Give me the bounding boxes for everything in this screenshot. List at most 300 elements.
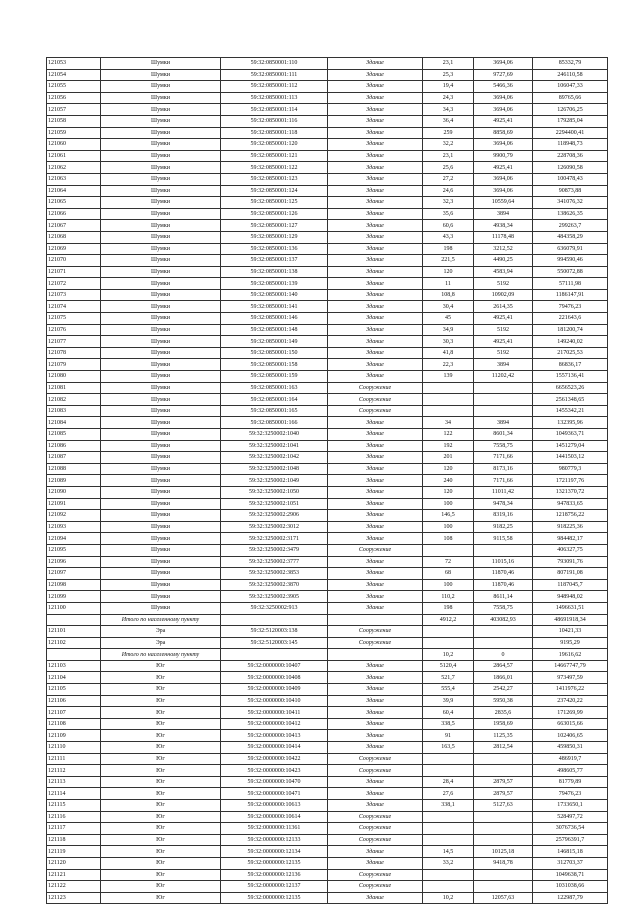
- cadastral-number-cell: 59:32:0000000:10471: [221, 788, 328, 800]
- area-cell: [423, 811, 474, 823]
- settlement-cell: Шумки: [101, 579, 221, 591]
- row-number: 121119: [47, 846, 101, 858]
- cadastral-value-cell: 14667747,79: [533, 660, 608, 672]
- settlement-cell: Шумки: [101, 197, 221, 209]
- area-cell: [423, 753, 474, 765]
- settlement-cell: Юг: [101, 695, 221, 707]
- object-type-cell: Здание: [328, 718, 423, 730]
- cadastral-value-cell: 486919,7: [533, 753, 608, 765]
- object-type-cell: Здание: [328, 684, 423, 696]
- area-cell: 43,3: [423, 231, 474, 243]
- specific-value-cell: 9478,34: [474, 498, 533, 510]
- area-cell: 122: [423, 429, 474, 441]
- object-type-cell: Здание: [328, 162, 423, 174]
- area-cell: 36,4: [423, 115, 474, 127]
- table-row: [47, 811, 608, 823]
- cadastral-value-cell: 171269,99: [533, 707, 608, 719]
- cadastral-value-cell: 918225,36: [533, 521, 608, 533]
- settlement-cell: Шумки: [101, 243, 221, 255]
- specific-value-cell: 3894: [474, 208, 533, 220]
- cadastral-value-table: [46, 57, 608, 904]
- object-type-cell: Здание: [328, 371, 423, 383]
- settlement-cell: Шумки: [101, 278, 221, 290]
- area-cell: 100: [423, 579, 474, 591]
- row-number: 121077: [47, 336, 101, 348]
- specific-value-cell: 4583,94: [474, 266, 533, 278]
- row-number: 121102: [47, 637, 101, 649]
- settlement-cell: Шумки: [101, 498, 221, 510]
- cadastral-number-cell: 59:32:0000000:10407: [221, 660, 328, 672]
- specific-value-cell: 12057,63: [474, 892, 533, 904]
- cadastral-number-cell: 59:32:0850001:113: [221, 92, 328, 104]
- object-type-cell: Здание: [328, 486, 423, 498]
- row-number: 121100: [47, 602, 101, 614]
- object-type-cell: Здание: [328, 742, 423, 754]
- row-number: 121061: [47, 150, 101, 162]
- object-type-cell: Здание: [328, 173, 423, 185]
- table-row: [47, 324, 608, 336]
- specific-value-cell: [474, 544, 533, 556]
- settlement-cell: Шумки: [101, 486, 221, 498]
- area-cell: 201: [423, 452, 474, 464]
- specific-value-cell: [474, 626, 533, 638]
- row-number: 121082: [47, 394, 101, 406]
- table-row: [47, 197, 608, 209]
- cadastral-number-cell: 59:32:0000000:12136: [221, 869, 328, 881]
- settlement-cell: Юг: [101, 742, 221, 754]
- specific-value-cell: 9727,69: [474, 69, 533, 81]
- object-type-cell: Здание: [328, 579, 423, 591]
- row-number: 121063: [47, 173, 101, 185]
- specific-value-cell: 8611,14: [474, 591, 533, 603]
- row-number: 121118: [47, 834, 101, 846]
- area-cell: 11: [423, 278, 474, 290]
- row-number: 121062: [47, 162, 101, 174]
- settlement-cell: Шумки: [101, 231, 221, 243]
- table-row: [47, 776, 608, 788]
- table-row: [47, 881, 608, 893]
- row-number: 121121: [47, 869, 101, 881]
- cadastral-value-cell: 79476,23: [533, 788, 608, 800]
- object-type-cell: Здание: [328, 440, 423, 452]
- object-type-cell: Здание: [328, 92, 423, 104]
- table-row: [47, 742, 608, 754]
- table-row: [47, 382, 608, 394]
- settlement-cell: Шумки: [101, 359, 221, 371]
- row-number: 121081: [47, 382, 101, 394]
- area-cell: [423, 382, 474, 394]
- cadastral-number-cell: 59:32:0000000:12134: [221, 846, 328, 858]
- table-row: [47, 788, 608, 800]
- row-number: 121055: [47, 81, 101, 93]
- row-number: 121056: [47, 92, 101, 104]
- cadastral-number-cell: 59:32:0850001:137: [221, 255, 328, 267]
- area-cell: 521,7: [423, 672, 474, 684]
- settlement-cell: Шумки: [101, 255, 221, 267]
- cadastral-value-cell: 948948,02: [533, 591, 608, 603]
- object-type-cell: Здание: [328, 324, 423, 336]
- cadastral-number-cell: 59:32:3250002:3479: [221, 544, 328, 556]
- cadastral-number-cell: 59:32:3250002:1041: [221, 440, 328, 452]
- cadastral-value-cell: 1411976,22: [533, 684, 608, 696]
- cadastral-value-cell: 86836,17: [533, 359, 608, 371]
- specific-value-cell: 8319,16: [474, 510, 533, 522]
- table-row: [47, 347, 608, 359]
- row-number: 121108: [47, 718, 101, 730]
- table-row: [47, 231, 608, 243]
- cadastral-value-cell: 102406,65: [533, 730, 608, 742]
- area-cell: 163,5: [423, 742, 474, 754]
- table-row: [47, 69, 608, 81]
- cadastral-value-cell: 406327,75: [533, 544, 608, 556]
- cadastral-value-cell: 132395,96: [533, 417, 608, 429]
- table-row: [47, 313, 608, 325]
- area-cell: 27,6: [423, 788, 474, 800]
- cadastral-number-cell: 59:32:0850001:111: [221, 69, 328, 81]
- object-type-cell: Здание: [328, 58, 423, 70]
- area-cell: 259: [423, 127, 474, 139]
- area-cell: 72: [423, 556, 474, 568]
- row-number: 121123: [47, 892, 101, 904]
- table-row: [47, 394, 608, 406]
- cadastral-value-cell: 1186147,91: [533, 289, 608, 301]
- object-type-cell: Здание: [328, 301, 423, 313]
- area-cell: 24,6: [423, 185, 474, 197]
- object-type-cell: Здание: [328, 208, 423, 220]
- area-cell: 120: [423, 463, 474, 475]
- table-row: [47, 718, 608, 730]
- settlement-cell: Эра: [101, 626, 221, 638]
- row-number: 121069: [47, 243, 101, 255]
- specific-value-cell: 7558,75: [474, 440, 533, 452]
- object-type-cell: Здание: [328, 255, 423, 267]
- row-number: 121092: [47, 510, 101, 522]
- cadastral-value-cell: 25796391,7: [533, 834, 608, 846]
- object-type-cell: Здание: [328, 266, 423, 278]
- cadastral-number-cell: 59:32:0000000:12135: [221, 857, 328, 869]
- settlement-cell: Шумки: [101, 208, 221, 220]
- cadastral-number-cell: 59:32:0850001:123: [221, 173, 328, 185]
- cadastral-number-cell: 59:32:0000000:10412: [221, 718, 328, 730]
- cadastral-value-cell: 1721197,76: [533, 475, 608, 487]
- table-row: [47, 115, 608, 127]
- cadastral-number-cell: [221, 614, 328, 626]
- table-row: [47, 150, 608, 162]
- row-number: 121107: [47, 707, 101, 719]
- table-row: [47, 371, 608, 383]
- cadastral-number-cell: 59:32:3250002:1048: [221, 463, 328, 475]
- area-cell: [423, 394, 474, 406]
- specific-value-cell: 3694,06: [474, 173, 533, 185]
- cadastral-number-cell: 59:32:3250002:3870: [221, 579, 328, 591]
- cadastral-value-cell: 1031038,66: [533, 881, 608, 893]
- object-type-cell: Здание: [328, 846, 423, 858]
- settlement-cell: Шумки: [101, 81, 221, 93]
- area-cell: 338,1: [423, 800, 474, 812]
- settlement-cell: Шумки: [101, 336, 221, 348]
- row-number: 121073: [47, 289, 101, 301]
- cadastral-number-cell: 59:32:0000000:10413: [221, 730, 328, 742]
- specific-value-cell: 9115,58: [474, 533, 533, 545]
- settlement-cell: Шумки: [101, 556, 221, 568]
- settlement-cell: Юг: [101, 672, 221, 684]
- area-cell: [423, 869, 474, 881]
- table-row: [47, 892, 608, 904]
- cadastral-value-cell: 994590,46: [533, 255, 608, 267]
- row-number: 121059: [47, 127, 101, 139]
- cadastral-number-cell: 59:32:0850001:150: [221, 347, 328, 359]
- cadastral-number-cell: 59:32:0850001:146: [221, 313, 328, 325]
- object-type-cell: Сооружение: [328, 382, 423, 394]
- table-row: [47, 869, 608, 881]
- area-cell: 23,1: [423, 150, 474, 162]
- area-cell: [423, 637, 474, 649]
- area-cell: 338,5: [423, 718, 474, 730]
- row-number: 121080: [47, 371, 101, 383]
- row-number: 121111: [47, 753, 101, 765]
- specific-value-cell: [474, 394, 533, 406]
- object-type-cell: Сооружение: [328, 626, 423, 638]
- object-type-cell: [328, 614, 423, 626]
- row-number: 121072: [47, 278, 101, 290]
- specific-value-cell: 1866,01: [474, 672, 533, 684]
- row-number: 121070: [47, 255, 101, 267]
- settlement-cell: Шумки: [101, 382, 221, 394]
- object-type-cell: [328, 649, 423, 661]
- row-number: 121071: [47, 266, 101, 278]
- area-cell: 100: [423, 521, 474, 533]
- table-row: [47, 602, 608, 614]
- row-number: 121079: [47, 359, 101, 371]
- area-cell: 108: [423, 533, 474, 545]
- row-number: 121068: [47, 231, 101, 243]
- area-cell: 139: [423, 371, 474, 383]
- table-row: [47, 486, 608, 498]
- cadastral-number-cell: 59:32:0850001:126: [221, 208, 328, 220]
- area-cell: 91: [423, 730, 474, 742]
- settlement-cell: Шумки: [101, 463, 221, 475]
- table-row: [47, 533, 608, 545]
- object-type-cell: Здание: [328, 278, 423, 290]
- cadastral-value-cell: 1049638,71: [533, 869, 608, 881]
- table-row: [47, 684, 608, 696]
- cadastral-number-cell: 59:32:0850001:124: [221, 185, 328, 197]
- cadastral-value-cell: 1049363,71: [533, 429, 608, 441]
- object-type-cell: Здание: [328, 568, 423, 580]
- cadastral-number-cell: 59:32:0850001:110: [221, 58, 328, 70]
- cadastral-number-cell: 59:32:0850001:122: [221, 162, 328, 174]
- area-cell: 27,2: [423, 173, 474, 185]
- object-type-cell: Здание: [328, 336, 423, 348]
- settlement-cell: Шумки: [101, 417, 221, 429]
- object-type-cell: Здание: [328, 289, 423, 301]
- area-cell: [423, 834, 474, 846]
- specific-value-cell: [474, 637, 533, 649]
- cadastral-value-cell: 636079,91: [533, 243, 608, 255]
- cadastral-number-cell: 59:32:0850001:159: [221, 371, 328, 383]
- cadastral-number-cell: 59:32:0850001:138: [221, 266, 328, 278]
- object-type-cell: Сооружение: [328, 544, 423, 556]
- object-type-cell: Здание: [328, 243, 423, 255]
- cadastral-number-cell: 59:32:0850001:114: [221, 104, 328, 116]
- settlement-cell: Шумки: [101, 58, 221, 70]
- area-cell: 14,5: [423, 846, 474, 858]
- specific-value-cell: [474, 881, 533, 893]
- table-row: [47, 220, 608, 232]
- table-row: [47, 672, 608, 684]
- cadastral-value-cell: 1496631,51: [533, 602, 608, 614]
- row-number: 121054: [47, 69, 101, 81]
- specific-value-cell: 3694,06: [474, 104, 533, 116]
- row-number: 121090: [47, 486, 101, 498]
- area-cell: 25,6: [423, 162, 474, 174]
- object-type-cell: Здание: [328, 776, 423, 788]
- area-cell: 60,6: [423, 220, 474, 232]
- cadastral-value-cell: 3076736,54: [533, 823, 608, 835]
- specific-value-cell: 5192: [474, 324, 533, 336]
- cadastral-value-cell: 79476,23: [533, 301, 608, 313]
- settlement-cell: Шумки: [101, 313, 221, 325]
- area-cell: 146,5: [423, 510, 474, 522]
- area-cell: 198: [423, 602, 474, 614]
- table-row: [47, 139, 608, 151]
- cadastral-number-cell: 59:32:0850001:148: [221, 324, 328, 336]
- object-type-cell: Сооружение: [328, 823, 423, 835]
- table-row: [47, 278, 608, 290]
- object-type-cell: Здание: [328, 429, 423, 441]
- cadastral-value-cell: 1187045,7: [533, 579, 608, 591]
- table-row: [47, 544, 608, 556]
- row-number: 121058: [47, 115, 101, 127]
- row-number: 121112: [47, 765, 101, 777]
- settlement-cell: Шумки: [101, 127, 221, 139]
- cadastral-value-cell: 19616,62: [533, 649, 608, 661]
- object-type-cell: Здание: [328, 150, 423, 162]
- area-cell: 120: [423, 266, 474, 278]
- settlement-cell: Шумки: [101, 440, 221, 452]
- table-row: [47, 834, 608, 846]
- specific-value-cell: 10902,09: [474, 289, 533, 301]
- specific-value-cell: 3694,06: [474, 185, 533, 197]
- area-cell: 10,2: [423, 892, 474, 904]
- object-type-cell: Здание: [328, 347, 423, 359]
- cadastral-number-cell: 59:32:0000000:10414: [221, 742, 328, 754]
- table-row: [47, 823, 608, 835]
- cadastral-value-cell: 48691918,34: [533, 614, 608, 626]
- table-row: [47, 417, 608, 429]
- specific-value-cell: 11011,42: [474, 486, 533, 498]
- cadastral-value-cell: 122987,79: [533, 892, 608, 904]
- area-cell: 30,4: [423, 301, 474, 313]
- cadastral-value-cell: 81779,89: [533, 776, 608, 788]
- area-cell: 5120,4: [423, 660, 474, 672]
- cadastral-value-cell: 126706,25: [533, 104, 608, 116]
- cadastral-value-cell: 100478,43: [533, 173, 608, 185]
- specific-value-cell: 4490,25: [474, 255, 533, 267]
- cadastral-number-cell: 59:32:0850001:120: [221, 139, 328, 151]
- row-number: 121066: [47, 208, 101, 220]
- row-number: 121120: [47, 857, 101, 869]
- cadastral-number-cell: 59:32:3250002:1051: [221, 498, 328, 510]
- object-type-cell: Здание: [328, 139, 423, 151]
- row-number: 121099: [47, 591, 101, 603]
- specific-value-cell: 4925,41: [474, 115, 533, 127]
- object-type-cell: Здание: [328, 672, 423, 684]
- table-row: [47, 92, 608, 104]
- table-row: [47, 58, 608, 70]
- object-type-cell: Здание: [328, 556, 423, 568]
- object-type-cell: Здание: [328, 104, 423, 116]
- cadastral-number-cell: 59:32:3250002:1049: [221, 475, 328, 487]
- settlement-cell: Шумки: [101, 591, 221, 603]
- cadastral-value-cell: 118948,73: [533, 139, 608, 151]
- area-cell: [423, 765, 474, 777]
- object-type-cell: Здание: [328, 231, 423, 243]
- cadastral-value-cell: 2561348,65: [533, 394, 608, 406]
- table-row: [47, 255, 608, 267]
- cadastral-value-cell: 528497,72: [533, 811, 608, 823]
- specific-value-cell: 2542,27: [474, 684, 533, 696]
- specific-value-cell: 9418,78: [474, 857, 533, 869]
- specific-value-cell: 3212,52: [474, 243, 533, 255]
- row-number: 121060: [47, 139, 101, 151]
- area-cell: 110,2: [423, 591, 474, 603]
- specific-value-cell: 5950,38: [474, 695, 533, 707]
- cadastral-number-cell: 59:32:3250002:3012: [221, 521, 328, 533]
- cadastral-number-cell: 59:32:0850001:158: [221, 359, 328, 371]
- row-number: 121089: [47, 475, 101, 487]
- area-cell: 34,9: [423, 324, 474, 336]
- cadastral-value-cell: 10421,33: [533, 626, 608, 638]
- cadastral-value-cell: 807191,08: [533, 568, 608, 580]
- table-row: [47, 765, 608, 777]
- row-number: 121110: [47, 742, 101, 754]
- cadastral-number-cell: 59:32:5120003:145: [221, 637, 328, 649]
- object-type-cell: Здание: [328, 127, 423, 139]
- cadastral-number-cell: 59:32:0850001:125: [221, 197, 328, 209]
- specific-value-cell: 3694,06: [474, 92, 533, 104]
- cadastral-number-cell: 59:32:0000000:10410: [221, 695, 328, 707]
- table-row: [47, 591, 608, 603]
- specific-value-cell: 1958,69: [474, 718, 533, 730]
- area-cell: [423, 881, 474, 893]
- settlement-cell: Юг: [101, 707, 221, 719]
- cadastral-value-cell: 221643,6: [533, 313, 608, 325]
- cadastral-number-cell: 59:32:0850001:141: [221, 301, 328, 313]
- row-number: 121096: [47, 556, 101, 568]
- table-row: [47, 463, 608, 475]
- object-type-cell: Здание: [328, 463, 423, 475]
- specific-value-cell: 5466,36: [474, 81, 533, 93]
- cadastral-number-cell: 59:32:3250002:1040: [221, 429, 328, 441]
- area-cell: [423, 405, 474, 417]
- row-number: 121053: [47, 58, 101, 70]
- specific-value-cell: 11870,46: [474, 568, 533, 580]
- object-type-cell: Здание: [328, 533, 423, 545]
- settlement-cell: Шумки: [101, 185, 221, 197]
- settlement-cell: Юг: [101, 823, 221, 835]
- cadastral-value-cell: 980779,3: [533, 463, 608, 475]
- table-row: [47, 185, 608, 197]
- table-row: [47, 707, 608, 719]
- cadastral-value-cell: 1557136,41: [533, 371, 608, 383]
- settlement-cell: Эра: [101, 637, 221, 649]
- specific-value-cell: 11870,46: [474, 579, 533, 591]
- table-row: [47, 127, 608, 139]
- table-row: [47, 660, 608, 672]
- area-cell: 68: [423, 568, 474, 580]
- cadastral-value-cell: 459850,31: [533, 742, 608, 754]
